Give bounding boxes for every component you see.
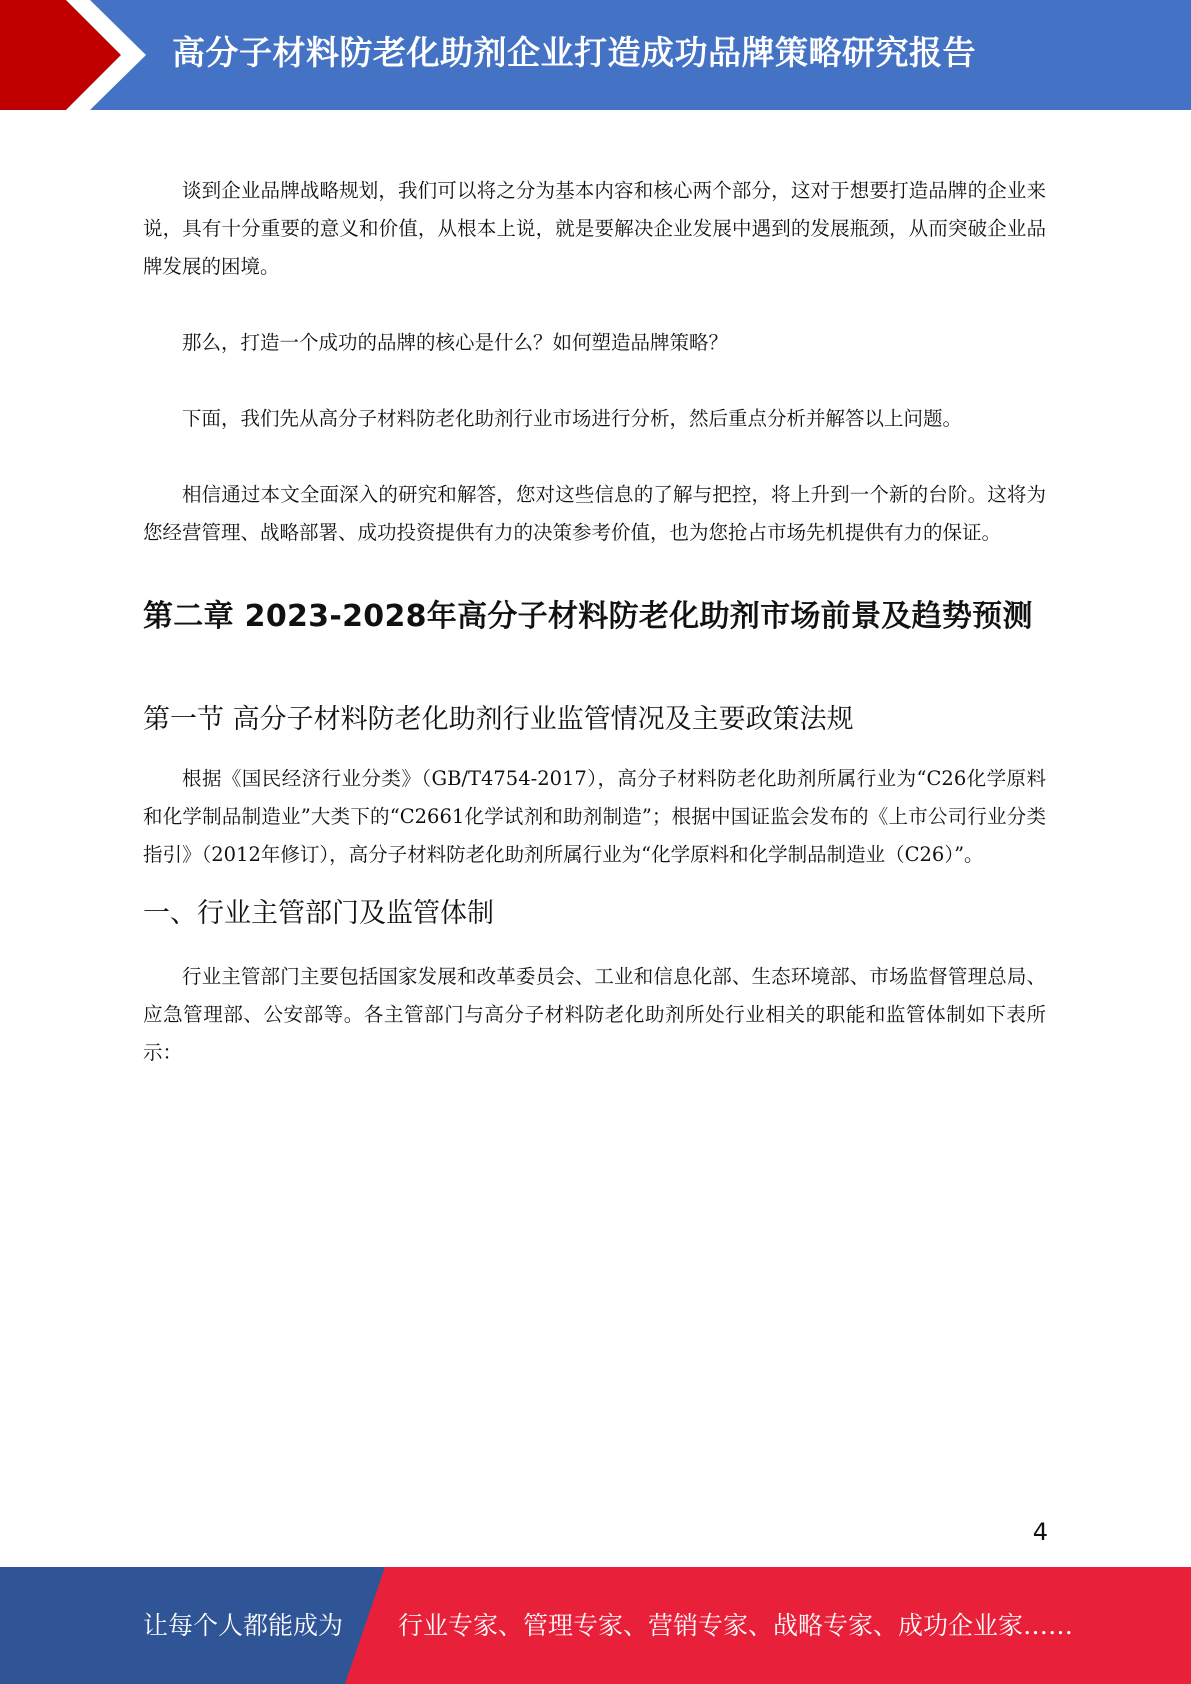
report-title: 高分子材料防老化助剂企业打造成功品牌策略研究报告 [172, 33, 976, 72]
footer-slogan-right: 行业专家、管理专家、营销专家、战略专家、成功企业家…… [398, 1611, 1074, 1640]
intro-paragraph-1: 谈到企业品牌战略规划，我们可以将之分为基本内容和核心两个部分，这对于想要打造品牌的企业来说，具有十分重要的意义和价值，从根本上说，就是要解决企业发展中遇到的发展瓶颈，从而突破企业品牌发展的困境。 [143, 179, 1046, 278]
footer-banner [0, 1567, 1191, 1684]
page-content [143, 172, 1046, 1072]
footer-slogan-left: 让每个人都能成为 [143, 1611, 344, 1640]
header-banner [0, 0, 1191, 110]
chapter-heading: 第二章 2023-2028年高分子材料防老化助剂市场前景及趋势预测 [143, 599, 1033, 634]
section-paragraph: 根据《国民经济行业分类》（GB/T4754-2017），高分子材料防老化助剂所属行业为“C26化学原料和化学制品制造业”大类下的“C2661化学试剂和助剂制造”；根据中国证监会发布的《上市公司行业分类指引》（2012年修订），高分子材料防老化助剂所属行业为“化学原料和化学制品制造业（C26）”。 [143, 767, 1046, 866]
subsection-heading: 一、行业主管部门及监管体制 [143, 898, 494, 929]
intro-paragraph-4: 相信通过本文全面深入的研究和解答，您对这些信息的了解与把控，将上升到一个新的台阶。这将为您经营管理、战略部署、成功投资提供有力的决策参考价值，也为您抢占市场先机提供有力的保证。 [143, 483, 1046, 544]
section-heading: 第一节 高分子材料防老化助剂行业监管情况及主要政策法规 [143, 704, 854, 735]
intro-paragraph-3: 下面，我们先从高分子材料防老化助剂行业市场进行分析，然后重点分析并解答以上问题。 [182, 407, 963, 430]
page-number: 4 [1032, 1518, 1048, 1546]
subsection-paragraph: 行业主管部门主要包括国家发展和改革委员会、工业和信息化部、生态环境部、市场监督管理总局、应急管理部、公安部等。各主管部门与高分子材料防老化助剂所处行业相关的职能和监管体制如下表所示： [143, 965, 1046, 1064]
intro-paragraph-2: 那么，打造一个成功的品牌的核心是什么？如何塑造品牌策略？ [182, 331, 729, 354]
